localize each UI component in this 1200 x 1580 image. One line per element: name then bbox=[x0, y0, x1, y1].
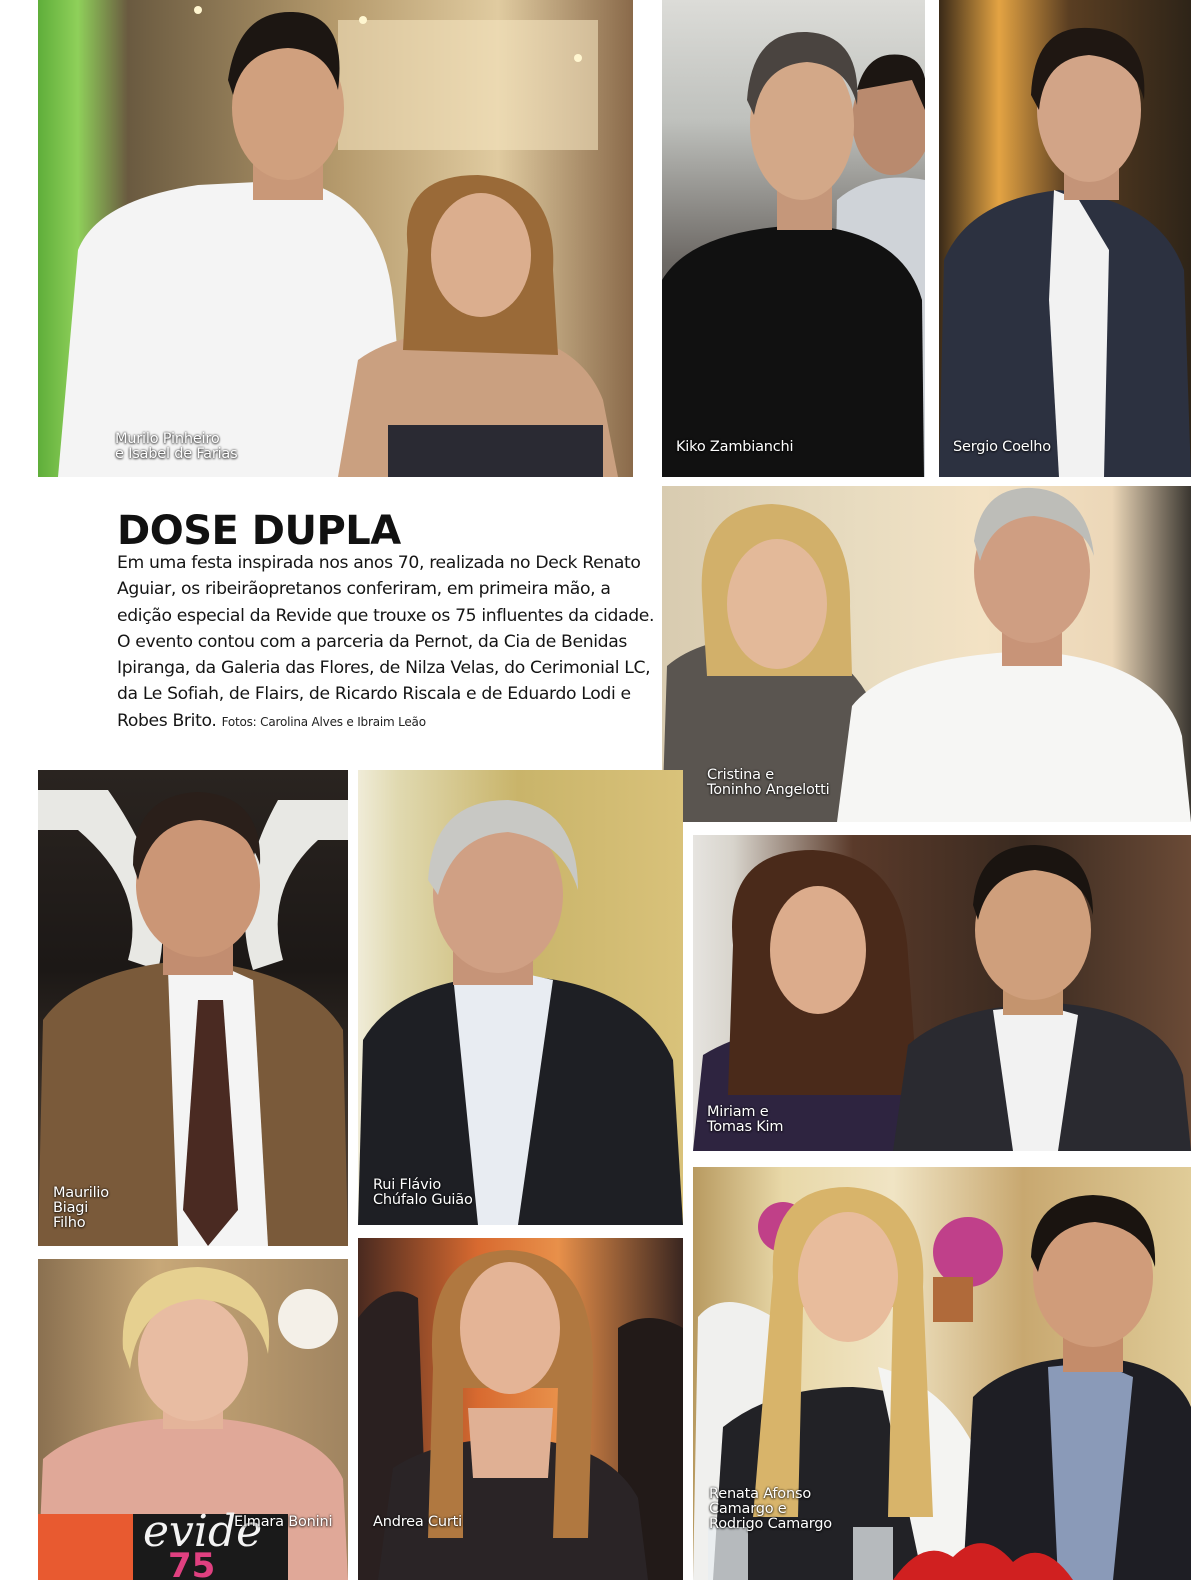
photo-maurilio-biagi bbox=[38, 770, 348, 1246]
magazine-number: 75 bbox=[168, 1546, 216, 1580]
photo-figures bbox=[939, 0, 1191, 477]
photo-credits: Fotos: Carolina Alves e Ibraim Leão bbox=[221, 714, 426, 729]
photo-kiko-zambianchi bbox=[662, 0, 925, 477]
photo-sergio-coelho bbox=[939, 0, 1191, 477]
photo-miriam-tomas bbox=[693, 835, 1191, 1151]
photo-caption: Rui Flávio Chúfalo Guião bbox=[373, 1177, 473, 1208]
photo-figures bbox=[38, 770, 348, 1246]
photo-figures bbox=[662, 0, 925, 477]
photo-figures bbox=[38, 0, 633, 477]
photo-caption: Renata Afonso Camargo e Rodrigo Camargo bbox=[709, 1486, 832, 1532]
photo-murilo-isabel bbox=[38, 0, 633, 477]
article-body bbox=[117, 550, 657, 735]
photo-caption: Maurilio Biagi Filho bbox=[53, 1185, 109, 1231]
photo-elmara-bonini bbox=[38, 1259, 348, 1580]
photo-caption: Miriam e Tomas Kim bbox=[707, 1104, 784, 1135]
photo-cristina-toninho bbox=[662, 486, 1191, 822]
photo-caption: Elmara Bonini bbox=[234, 1514, 333, 1530]
magazine-logo: evide bbox=[143, 1506, 263, 1557]
photo-caption: Cristina e Toninho Angelotti bbox=[707, 767, 830, 798]
photo-caption: Andrea Curti bbox=[373, 1514, 462, 1530]
magazine-cover-band bbox=[38, 1514, 133, 1580]
photo-renata-rodrigo bbox=[693, 1167, 1191, 1580]
article-title: DOSE DUPLA bbox=[117, 508, 401, 554]
article-body-text: Em uma festa inspirada nos anos 70, realizada no Deck Renato Aguiar, os ribeirãopretanos conferiram, em primeira mão, a edição especial da Revide que trouxe os 75 influentes da cidade. O evento contou com a parceria da Pernot, da Cia de Benidas Ipiranga, da Galeria das Flores, de Nilza Velas, do Cerimonial LC, da Le Sofiah, de Flairs, de Ricardo Riscala e de Eduardo Lodi e Robes Brito. bbox=[117, 553, 655, 731]
photo-caption: Murilo Pinheiro e Isabel de Farias bbox=[115, 431, 238, 462]
photo-caption: Kiko Zambianchi bbox=[676, 439, 794, 455]
photo-rui-flavio bbox=[358, 770, 683, 1225]
photo-andrea-curti bbox=[358, 1238, 683, 1580]
photo-caption: Sergio Coelho bbox=[953, 439, 1051, 455]
photo-figures bbox=[358, 770, 683, 1225]
